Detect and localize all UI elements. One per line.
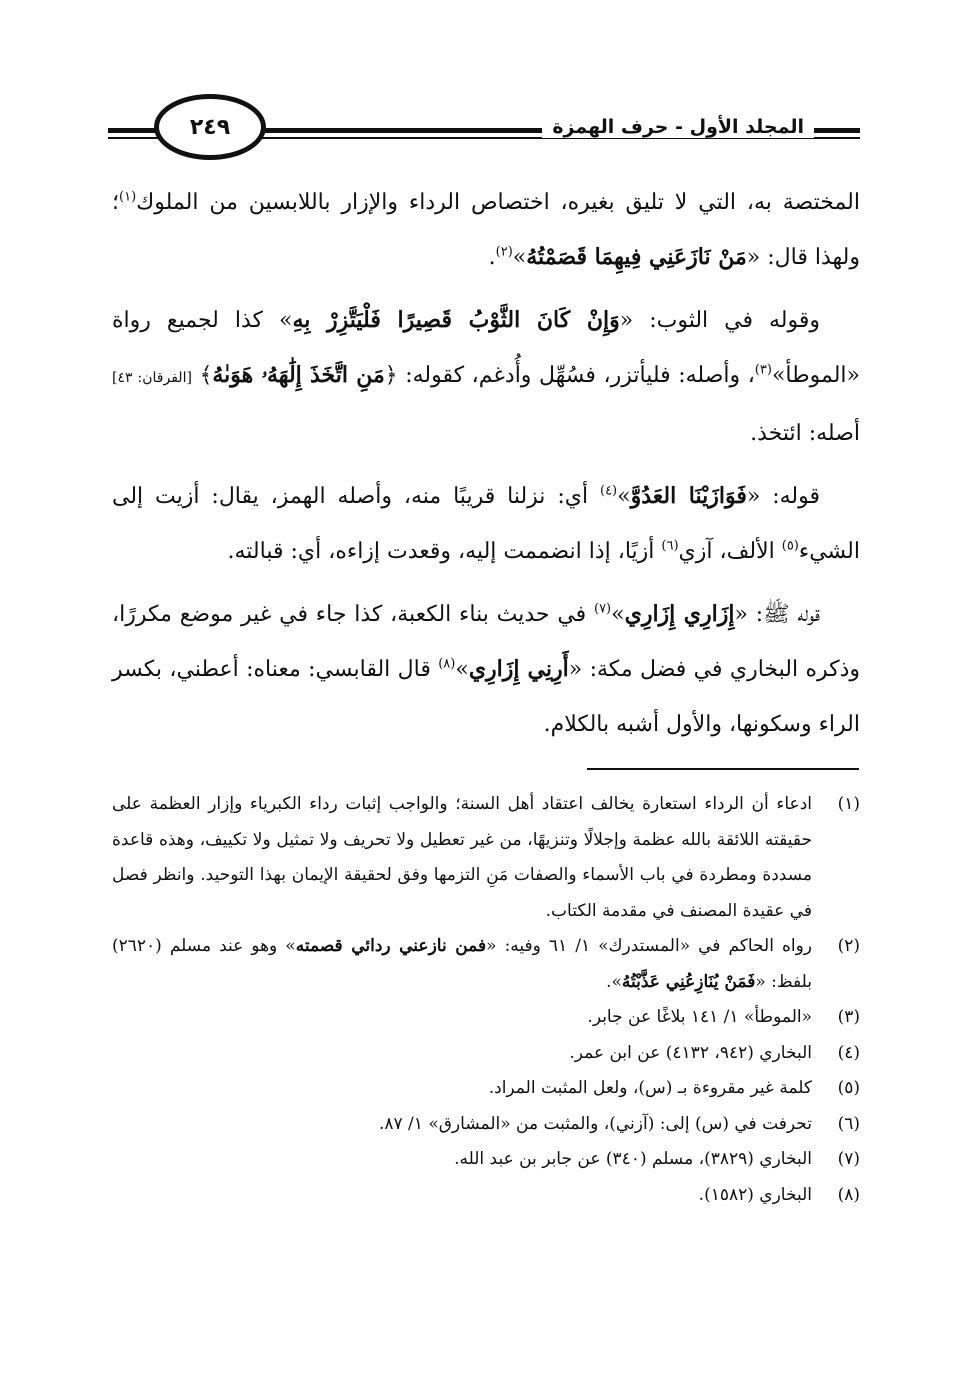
text: » وهو عند مسلم (٢٦٢٠) بلفظ: « <box>112 936 812 992</box>
text: أصله: ائتخذ. <box>750 421 860 446</box>
footnote-4 <box>112 1036 860 1072</box>
footnote-ref[interactable]: (١) <box>119 189 137 205</box>
footnote-7 <box>112 1142 860 1178</box>
footnote-2 <box>112 929 860 1000</box>
footnote-ref[interactable]: (٣) <box>754 362 772 378</box>
text: المختصة به، التي لا تليق بغيره، اختصاص الرداء والإزار باللابسين من الملوك <box>136 190 860 215</box>
text: » <box>611 602 625 627</box>
quran-quote: مَنِ اتَّخَذَ إِلَٰهَهُۥ هَوَىٰهُ <box>212 362 385 388</box>
text: . <box>488 245 496 270</box>
paragraph-1 <box>112 175 860 285</box>
footnote-text: البخاري (٩٤٢، ٤١٣٢) عن ابن عمر. <box>569 1042 812 1063</box>
footnote-separator <box>587 768 859 770</box>
footnotes <box>112 787 860 1213</box>
text: » <box>512 245 527 270</box>
footnote-number: (٣) <box>837 1007 860 1027</box>
text: رواه الحاكم في «المستدرك» ١/ ٦١ وفيه: « <box>486 936 812 956</box>
page-number: ٢٤٩ <box>154 94 266 160</box>
footnote-6 <box>112 1107 860 1143</box>
text: » <box>455 657 469 682</box>
text: قال القابسي: معناه: أعطني، بكسر الراء وسكونها، والأول أشبه بالكلام. <box>112 657 860 737</box>
footnote-text: «الموطأ» ١/ ١٤١ بلاغًا عن جابر. <box>587 1007 812 1027</box>
text: » كذا لجميع رواة «الموطأ» <box>112 308 860 388</box>
text: أزيًا، إذا انضممت إليه، وقعدت إزاءه، أي: قبالته. <box>227 539 662 564</box>
hadith-quote: فَوَازَيْنَا العَدُوَّ <box>630 483 747 509</box>
hadith-quote: وَإِنْ كَانَ الثَّوْبُ قَصِيرًا فَلْيَتَّزِرْ بِهِ <box>292 307 620 333</box>
text: ». <box>606 971 622 992</box>
footnote-5 <box>112 1071 860 1107</box>
text: قوله ﷺ: « <box>734 602 821 627</box>
text: في حديث بناء الكعبة، كذا جاء في غير موضع مكررًا، وذكره البخاري في فضل مكة: « <box>112 602 860 682</box>
footnote-number: (٧) <box>837 1149 860 1169</box>
text: ، وأصله: فليأتزر، فسُهِّل وأُدغم، كقوله: ﴿ <box>384 363 755 388</box>
footnote-ref[interactable]: (٥) <box>781 538 799 554</box>
footnote-ref[interactable]: (٦) <box>661 538 679 554</box>
text: » <box>617 484 631 509</box>
footnote-text <box>112 929 812 1000</box>
text: قوله: « <box>746 484 821 509</box>
bold-quote: فمن نازعني ردائي قصمته <box>295 936 487 956</box>
footnote-8 <box>112 1178 860 1214</box>
text: ﴾ <box>199 363 213 388</box>
footnote-ref[interactable]: (٧) <box>593 601 612 617</box>
surah-reference: [الفرقان: ٤٣] <box>112 370 192 386</box>
footnote-ref[interactable]: (٨) <box>438 656 456 672</box>
text: ؛ ولهذا قال: « <box>112 190 860 270</box>
hadith-quote: مَنْ نَازَعَنِي فِيهِمَا قَصَمْتُهُ <box>526 244 747 270</box>
text: أي: نزلنا قريبًا منه، وأصله الهمز، يقال: أزيت إلى الشيء <box>112 484 860 564</box>
text: الألف، آزي <box>678 539 782 564</box>
footnote-number: (٦) <box>837 1113 860 1134</box>
footnote-ref[interactable]: (٤) <box>599 483 618 499</box>
main-text <box>112 175 860 752</box>
footnote-number: (٤) <box>837 1042 860 1063</box>
paragraph-4 <box>112 587 860 752</box>
footnote-ref[interactable]: (٢) <box>495 244 513 260</box>
footnote-3 <box>112 1000 860 1036</box>
footnote-number: (٢) <box>837 936 860 956</box>
footnote-text: البخاري (٣٨٢٩)، مسلم (٣٤٠) عن جابر بن عبد الله. <box>454 1149 812 1169</box>
footnote-1 <box>112 787 860 929</box>
bold-quote: فَمَنْ يُنَازِعُنِي عَذَّبْتُهُ <box>621 971 756 992</box>
hadith-quote: إِزَارِي إِزَارِي <box>624 601 735 627</box>
footnote-text: البخاري (١٥٨٢). <box>698 1184 812 1205</box>
text: وقوله في الثوب: « <box>619 308 820 333</box>
footnote-text: تحرفت في (س) إلى: (آزني)، والمثبت من «المشارق» ١/ ٨٧. <box>378 1113 812 1134</box>
hadith-quote: أَرِنِي إِزَارِي <box>468 656 569 682</box>
paragraph-3 <box>112 469 860 579</box>
footnote-number: (٨) <box>837 1184 860 1205</box>
footnote-number: (١) <box>837 794 860 814</box>
footnote-text: كلمة غير مقروءة بـ (س)، ولعل المثبت المراد. <box>488 1078 812 1098</box>
footnote-number: (٥) <box>837 1078 860 1098</box>
paragraph-2 <box>112 293 860 461</box>
page-header <box>108 92 860 162</box>
footnote-text: ادعاء أن الرداء استعارة يخالف اعتقاد أهل السنة؛ والواجب إثبات رداء الكبرياء وإزار العظمة على حقيقته اللائقة بالله عظمة وإجلالًا وتنزيهًا، من غير تعطيل ولا تحريف ولا تمثيل ولا تكييف، وهذه قاعدة مسددة ومطردة في باب الأسماء والصفات مَنِ التزمها وفق لحقيقة الإيمان بهذا التوحيد. وانظر فصل في عقيدة المصنف في مقدمة الكتاب. <box>112 794 812 921</box>
running-title: المجلد الأول - حرف الهمزة <box>542 116 814 138</box>
